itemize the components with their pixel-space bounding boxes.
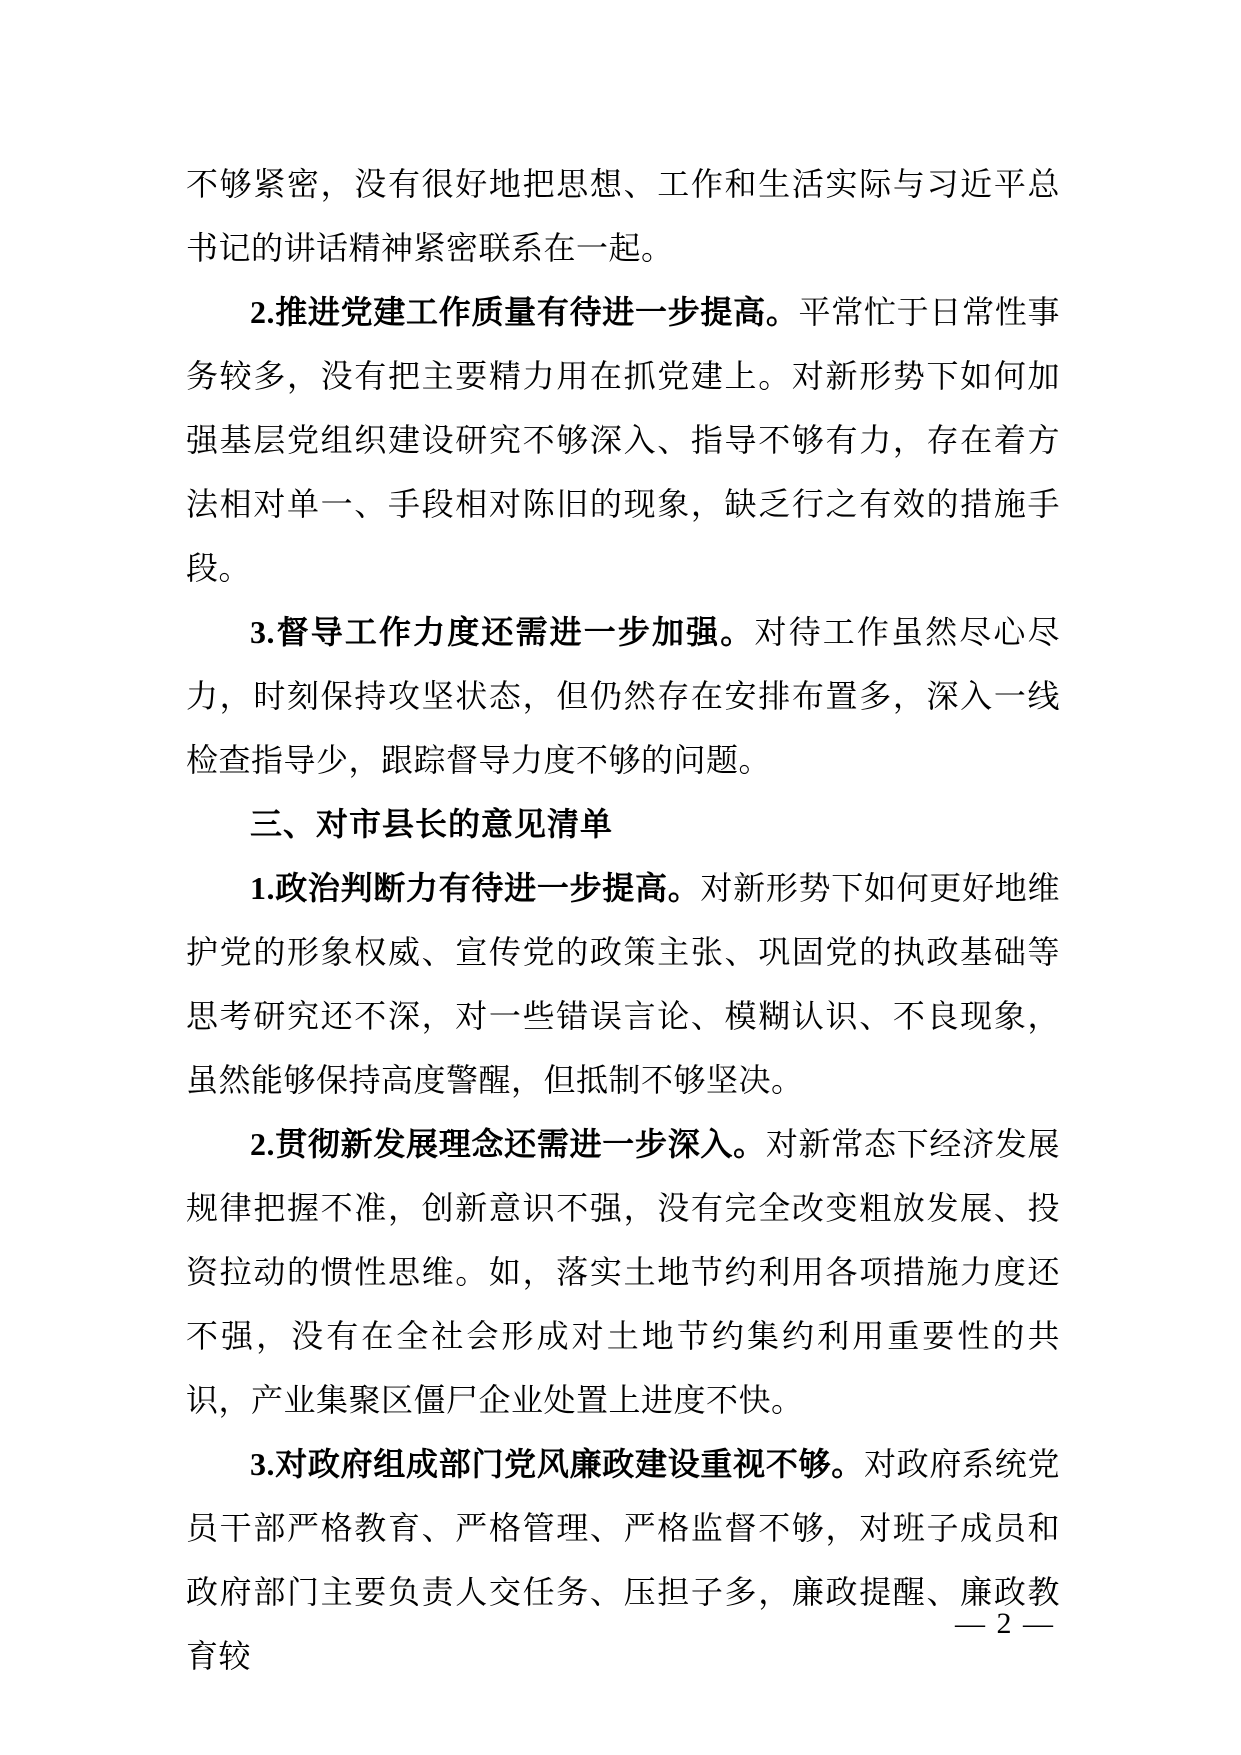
section-heading: 三、对市县长的意见清单 (250, 806, 614, 842)
paragraph-item-2-party-building (186, 280, 1060, 600)
paragraph-item-3-supervision (186, 600, 1060, 792)
document-body (186, 152, 1060, 1688)
paragraph-item-2-development-concept (186, 1112, 1060, 1432)
item-lead-run: 3.对政府组成部门党风廉政建设重视不够。 (250, 1446, 864, 1482)
page-number: — 2 — (955, 1607, 1055, 1640)
body-run: 对待工作虽然尽心尽力，时刻保持攻坚状态，但仍然存在安排布置多，深入一线检查指导少，跟踪督导力度不够的问题。 (186, 614, 1060, 778)
item-lead-run: 3.督导工作力度还需进一步加强。 (250, 614, 755, 650)
body-run: 对新常态下经济发展规律把握不准，创新意识不强，没有完全改变粗放发展、投资拉动的惯性思维。如，落实土地节约利用各项措施力度还不强，没有在全社会形成对土地节约集约利用重要性的共识，产业集聚区僵尸企业处置上进度不快。 (186, 1126, 1060, 1418)
paragraph-item-3-clean-governance (186, 1432, 1060, 1688)
item-lead-run: 1.政治判断力有待进一步提高。 (250, 870, 701, 906)
body-run: 不够紧密，没有很好地把思想、工作和生活实际与习近平总书记的讲话精神紧密联系在一起。 (186, 166, 1060, 266)
body-run: 对新形势下如何更好地维护党的形象权威、宣传党的政策主张、巩固党的执政基础等思考研究还不深，对一些错误言论、模糊认识、不良现象，虽然能够保持高度警醒，但抵制不够坚决。 (186, 870, 1060, 1098)
body-run: 平常忙于日常性事务较多，没有把主要精力用在抓党建上。对新形势下如何加强基层党组织建设研究不够深入、指导不够有力，存在着方法相对单一、手段相对陈旧的现象，缺乏行之有效的措施手段。 (186, 294, 1060, 586)
paragraph-item-1-political-judgment (186, 856, 1060, 1112)
paragraph-continuation (186, 152, 1060, 280)
item-lead-run: 2.贯彻新发展理念还需进一步深入。 (250, 1126, 766, 1162)
item-lead-run: 2.推进党建工作质量有待进一步提高。 (250, 294, 799, 330)
body-run: 对政府系统党员干部严格教育、严格管理、严格监督不够，对班子成员和政府部门主要负责人交任务、压担子多，廉政提醒、廉政教育较 (186, 1446, 1060, 1674)
